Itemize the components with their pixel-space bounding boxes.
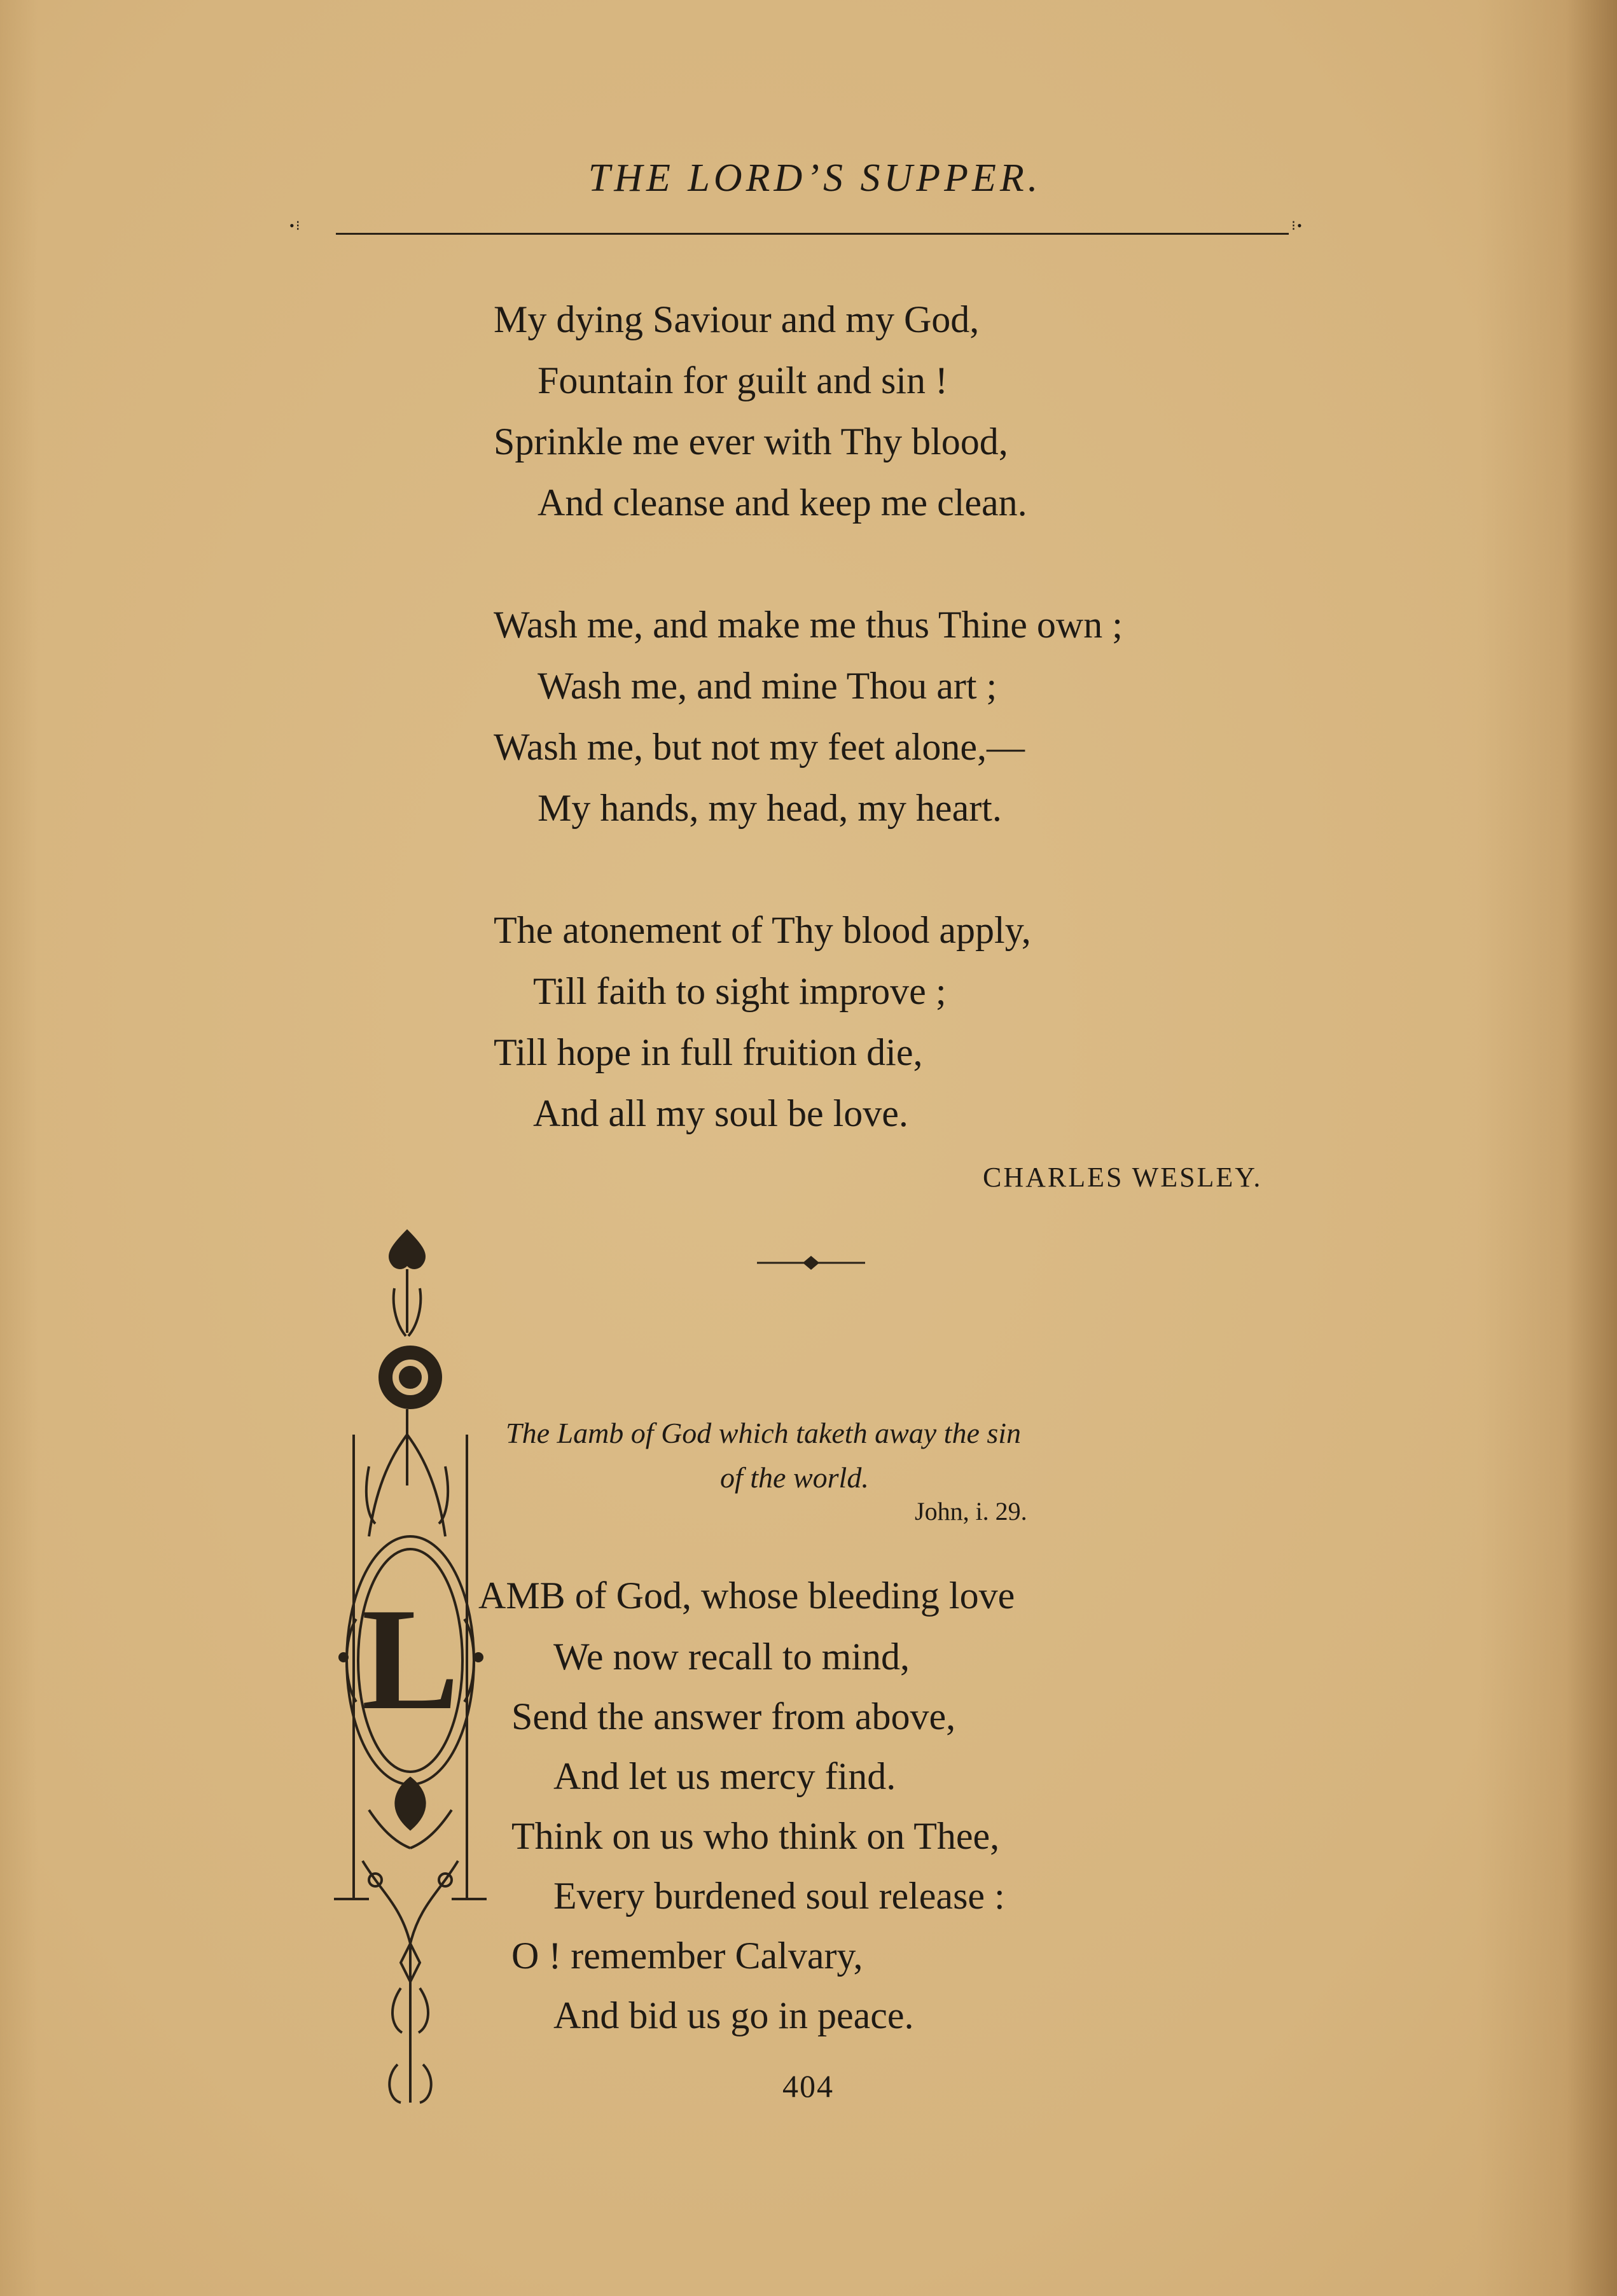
drop-cap-letter: L — [361, 1578, 459, 1740]
epigraph-line: of the world. — [720, 1461, 869, 1494]
running-head: THE LORD’S SUPPER. — [588, 157, 1042, 200]
page-number: 404 — [782, 2068, 834, 2104]
verse-line: Wash me, but not my feet alone,— — [494, 726, 1025, 768]
verse-line: My dying Saviour and my God, — [494, 298, 980, 340]
verse-line: And let us mercy find. — [553, 1755, 896, 1797]
header-rule — [336, 233, 1289, 235]
verse-line: My hands, my head, my heart. — [538, 787, 1002, 829]
verse-line: Till hope in full fruition die, — [494, 1031, 923, 1073]
floral-initial-ornament — [331, 1218, 496, 2109]
verse-line: Think on us who think on Thee, — [511, 1815, 1000, 1857]
verse-line: O ! remember Calvary, — [511, 1935, 863, 1977]
dots-ornament-left: •⁝ — [289, 218, 302, 233]
verse-line: AMB of God, whose bleeding love — [478, 1575, 1015, 1617]
verse-line: And bid us go in peace. — [553, 1994, 914, 2036]
dots-ornament-right: ⁝• — [1291, 218, 1303, 233]
verse-line: The atonement of Thy blood apply, — [494, 909, 1031, 951]
scripture-reference: John, i. 29. — [915, 1497, 1027, 1526]
verse-line: And all my soul be love. — [533, 1092, 908, 1134]
epigraph-line: The Lamb of God which taketh away the sin — [506, 1417, 1022, 1449]
author-attribution: CHARLES WESLEY. — [983, 1162, 1263, 1193]
verse-line: Wash me, and mine Thou art ; — [538, 665, 997, 707]
verse-line: Send the answer from above, — [511, 1695, 956, 1737]
verse-line: Every burdened soul release : — [553, 1875, 1005, 1917]
verse-line: We now recall to mind, — [553, 1636, 910, 1678]
verse-line: Fountain for guilt and sin ! — [538, 359, 948, 401]
verse-line: Till faith to sight improve ; — [533, 970, 947, 1012]
verse-line: And cleanse and keep me clean. — [538, 482, 1027, 524]
verse-line: Wash me, and make me thus Thine own ; — [494, 604, 1123, 646]
verse-line: Sprinkle me ever with Thy blood, — [494, 421, 1008, 463]
diamond-divider-ornament — [757, 1253, 865, 1272]
